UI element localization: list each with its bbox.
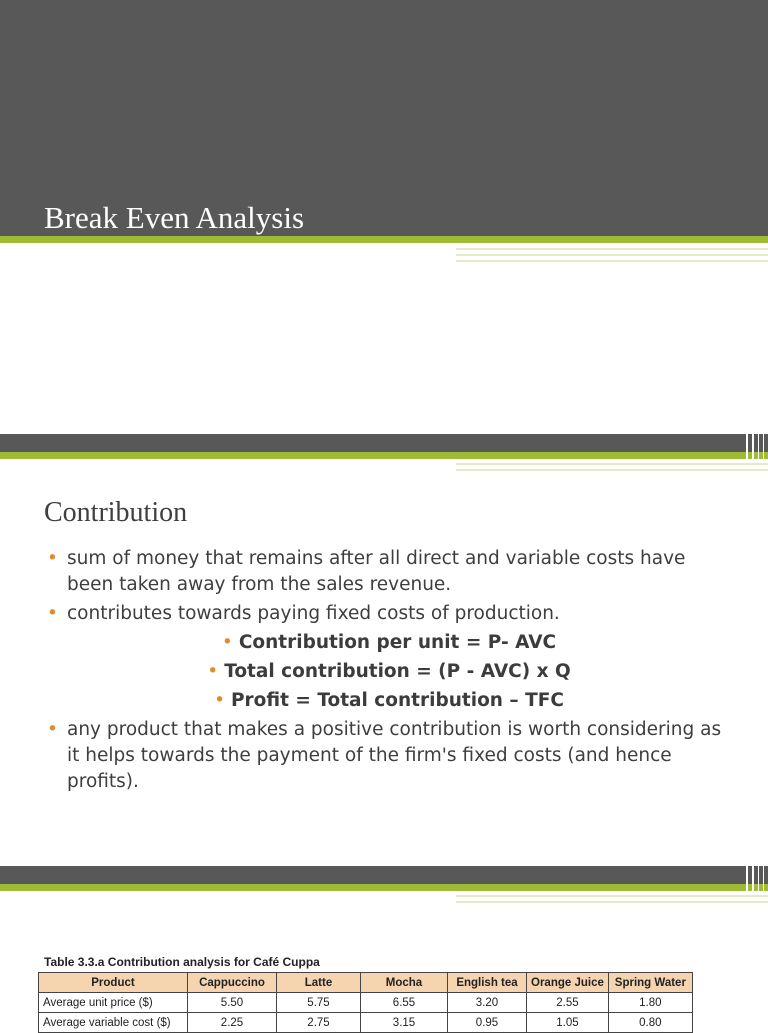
decor-line bbox=[456, 901, 768, 903]
bullet-text: sum of money that remains after all direct and variable costs have been taken away from the sales revenue. bbox=[67, 548, 686, 595]
row-label: Average unit price ($) bbox=[39, 993, 188, 1013]
col-header-product: Product bbox=[39, 973, 188, 993]
decor-stripe bbox=[758, 866, 759, 891]
formula-contribution-per-unit bbox=[44, 630, 734, 656]
col-header-orange-juice: Orange Juice bbox=[527, 973, 609, 993]
decor-stripe bbox=[746, 434, 748, 459]
row-label: Average variable cost ($) bbox=[39, 1013, 188, 1033]
decor-line bbox=[456, 469, 768, 471]
table-row bbox=[39, 993, 693, 1013]
col-header-spring-water: Spring Water bbox=[608, 973, 692, 993]
bullet-dot-icon: • bbox=[47, 603, 58, 624]
bullet-dot-icon: • bbox=[47, 548, 58, 569]
decor-stripe bbox=[763, 434, 764, 459]
table-cell: 2.75 bbox=[277, 1013, 361, 1033]
slide3-accent-bar bbox=[0, 884, 768, 891]
formula-total-contribution bbox=[44, 659, 734, 685]
table-cell: 2.55 bbox=[527, 993, 609, 1013]
decor-line bbox=[456, 248, 768, 250]
decor-line bbox=[456, 895, 768, 897]
table-cell: 5.50 bbox=[188, 993, 277, 1013]
decor-stripe bbox=[763, 866, 764, 891]
bullet-item bbox=[44, 546, 734, 598]
table-cell: 6.55 bbox=[361, 993, 448, 1013]
col-header-mocha: Mocha bbox=[361, 973, 448, 993]
table-header-row bbox=[39, 973, 693, 993]
bullet-dot-icon: • bbox=[207, 661, 219, 682]
decor-stripe bbox=[752, 866, 754, 891]
slide2-accent-bar bbox=[0, 452, 768, 459]
slide3-header-band bbox=[0, 866, 768, 884]
table-row bbox=[39, 1013, 693, 1033]
col-header-latte: Latte bbox=[277, 973, 361, 993]
formula-text: Profit = Total contribution – TFC bbox=[231, 690, 564, 711]
table-cell: 5.75 bbox=[277, 993, 361, 1013]
title-slide-accent-bar bbox=[0, 236, 768, 243]
table-caption: Table 3.3.a Contribution analysis for Café Cuppa bbox=[44, 955, 320, 969]
formula-text: Contribution per unit = P- AVC bbox=[238, 632, 557, 653]
decor-line bbox=[456, 463, 768, 465]
bullet-item bbox=[44, 601, 734, 627]
table-cell: 1.80 bbox=[608, 993, 692, 1013]
table-cell: 0.95 bbox=[448, 1013, 527, 1033]
bullet-item bbox=[44, 717, 734, 795]
bullet-text: any product that makes a positive contribution is worth considering as it helps towards the payment of the firm's fixed costs (and hence profits). bbox=[67, 719, 722, 792]
table-cell: 0.80 bbox=[608, 1013, 692, 1033]
bullet-dot-icon: • bbox=[47, 719, 58, 740]
contribution-bullet-list bbox=[44, 546, 734, 798]
table-cell: 1.05 bbox=[527, 1013, 609, 1033]
slide2-header-band bbox=[0, 434, 768, 452]
slide-title-contribution: Contribution bbox=[44, 497, 188, 528]
bullet-dot-icon: • bbox=[214, 690, 225, 711]
decor-line bbox=[456, 260, 768, 262]
table-cell: 3.15 bbox=[361, 1013, 448, 1033]
decor-stripe bbox=[758, 434, 759, 459]
col-header-cappuccino: Cappuccino bbox=[188, 973, 277, 993]
decor-stripe bbox=[746, 866, 748, 891]
col-header-english-tea: English tea bbox=[448, 973, 527, 993]
formula-profit bbox=[44, 688, 734, 714]
bullet-text: contributes towards paying fixed costs of production. bbox=[67, 603, 560, 624]
table-cell: 2.25 bbox=[188, 1013, 277, 1033]
decor-stripe bbox=[752, 434, 754, 459]
decor-line bbox=[456, 254, 768, 256]
slide-title-break-even: Break Even Analysis bbox=[44, 200, 305, 235]
bullet-dot-icon: • bbox=[221, 632, 233, 653]
formula-text: Total contribution = (P - AVC) x Q bbox=[224, 661, 571, 682]
table-cell: 3.20 bbox=[448, 993, 527, 1013]
